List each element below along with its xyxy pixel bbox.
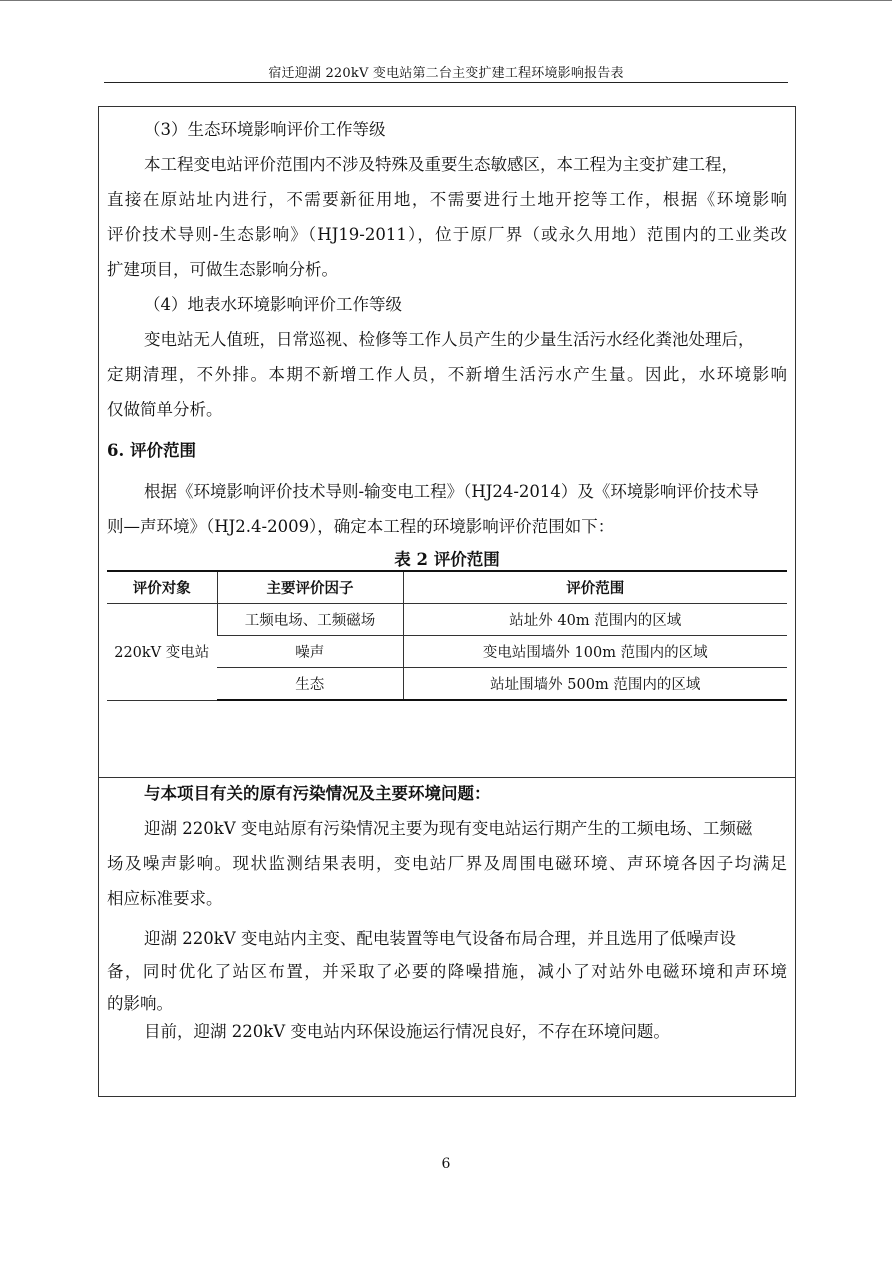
- table-cell-scope: 站址外 40m 范围内的区域: [403, 604, 787, 636]
- paragraph-line: 扩建项目，可做生态影响分析。: [107, 260, 338, 279]
- table-header-cell: 评价对象: [107, 571, 217, 604]
- section-heading-scope: 6. 评价范围: [107, 441, 196, 460]
- paragraph-line: 场及噪声影响。现状监测结果表明，变电站厂界及周围电磁环境、声环境各因子均满足: [107, 854, 787, 873]
- subheading-ecology-level: （3）生态环境影响评价工作等级: [144, 120, 386, 139]
- table-cell-scope: 站址围墙外 500m 范围内的区域: [403, 668, 787, 701]
- running-header: 宿迁迎湖 220kV 变电站第二台主变扩建工程环境影响报告表: [268, 66, 624, 81]
- table-header-cell: 评价范围: [403, 571, 787, 604]
- table-cell-scope: 变电站围墙外 100m 范围内的区域: [403, 636, 787, 668]
- paragraph-line: 变电站无人值班，日常巡视、检修等工作人员产生的少量生活污水经化粪池处理后，: [144, 330, 755, 349]
- paragraph-line: 备，同时优化了站区布置，并采取了必要的降噪措施，减小了对站外电磁环境和声环境: [107, 962, 787, 981]
- paragraph-line: 的影响。: [107, 994, 173, 1013]
- paragraph-line: 定期清理，不外排。本期不新增工作人员，不新增生活污水产生量。因此，水环境影响: [107, 365, 787, 384]
- paragraph-line: 则—声环境》（HJ2.4-2009），确定本工程的环境影响评价范围如下：: [107, 517, 615, 536]
- table-cell-object: 220kV 变电站: [107, 604, 217, 701]
- paragraph-line: 目前，迎湖 220kV 变电站内环保设施运行情况良好，不存在环境问题。: [144, 1022, 670, 1041]
- table-caption: 表 2 评价范围: [394, 550, 500, 569]
- page-top-border: [0, 0, 892, 1]
- evaluation-scope-table: [107, 570, 787, 701]
- table-cell-factor: 工频电场、工频磁场: [217, 604, 403, 636]
- paragraph-line: 相应标准要求。: [107, 889, 223, 908]
- paragraph-line: 直接在原站址内进行，不需要新征用地，不需要进行土地开挖等工作，根据《环境影响: [107, 190, 787, 209]
- paragraph-line: 评价技术导则-生态影响》（HJ19-2011），位于原厂界（或永久用地）范围内的工业类改: [107, 225, 787, 244]
- table-cell-factor: 噪声: [217, 636, 403, 668]
- page-number: 6: [441, 1156, 451, 1172]
- section-heading-existing-pollution: 与本项目有关的原有污染情况及主要环境问题：: [144, 784, 491, 803]
- paragraph-line: 根据《环境影响评价技术导则-输变电工程》（HJ24-2014）及《环境影响评价技术导: [144, 482, 759, 501]
- table-cell-factor: 生态: [217, 668, 403, 701]
- paragraph-line: 仅做简单分析。: [107, 400, 223, 419]
- paragraph-line: 迎湖 220kV 变电站原有污染情况主要为现有变电站运行期产生的工频电场、工频磁: [144, 819, 753, 838]
- table-row: [107, 604, 787, 636]
- header-rule: [104, 82, 788, 83]
- paragraph-line: 迎湖 220kV 变电站内主变、配电装置等电气设备布局合理，并且选用了低噪声设: [144, 929, 736, 948]
- table-header-cell: 主要评价因子: [217, 571, 403, 604]
- subheading-surface-water-level: （4）地表水环境影响评价工作等级: [144, 295, 402, 314]
- paragraph-line: 本工程变电站评价范围内不涉及特殊及重要生态敏感区，本工程为主变扩建工程，: [144, 155, 738, 174]
